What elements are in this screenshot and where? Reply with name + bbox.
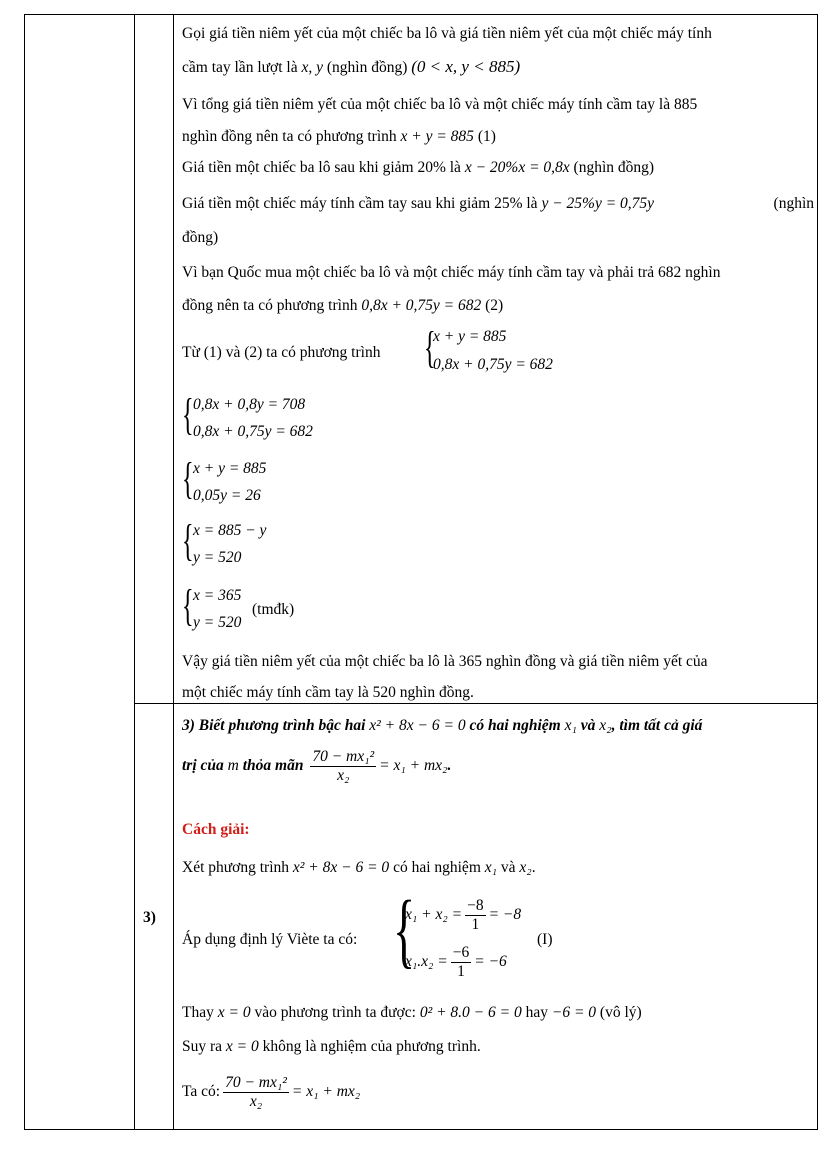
p1-line-7: đồng) [182,229,219,246]
p1-line-3: Vì tổng giá tiền niêm yết của một chiếc ba lô và một chiếc máy tính cầm tay là 885 [182,96,698,113]
question-line-1: 3) Biết phương trình bậc hai x² + 8x − 6 = 0 có hai nghiệm x₁ và x₂, tìm tất cả giá [182,717,703,734]
system-brace-3: { [182,454,194,503]
table-col-divider-2 [173,14,174,1130]
viete-text: Áp dụng định lý Viète ta có: [182,931,358,948]
part-3-label: 3) [143,909,156,926]
system-3-eq-a: x + y = 885 [193,460,267,477]
viete-eq-1: x₁ + x₂ = $\frac{-8}{1}$ = −8 [405,896,522,933]
viete-brace: { [393,884,416,977]
question-fraction-num: 70 − mx₁² [312,747,375,765]
system-2-eq-a: 0,8x + 0,8y = 708 [193,396,306,413]
system-2-eq-b: 0,8x + 0,75y = 682 [193,423,313,440]
p1-conclusion-2: một chiếc máy tính cầm tay là 520 nghìn đồng. [182,684,474,701]
p1-line-10: Từ (1) và (2) ta có phương trình [182,344,381,361]
system-4-eq-a: x = 885 − y [193,522,267,539]
p1-line-2: cầm tay lần lượt là x, y (nghìn đồng) (0 < x, y < 885) [182,57,521,76]
system-1-eq-b: 0,8x + 0,75y = 682 [433,356,553,373]
table-border-top [24,14,818,15]
system-brace-2: { [182,390,194,439]
table-col-divider-1 [134,14,135,1130]
system-5-eq-b: y = 520 [193,614,242,631]
table-border-left [24,14,25,1130]
row-divider [134,703,818,704]
question-line-2: trị của m thỏa mãn $\frac{\text{70 − mx₁²}}{\text{x₂}}$ = x₁ + mx₂. [182,747,452,784]
system-brace-1: { [424,323,436,372]
system-4-eq-b: y = 520 [193,549,242,566]
system-brace-5: { [182,581,194,630]
system-brace-4: { [182,516,194,565]
system-5-note: (tmđk) [252,601,295,618]
p1-line-9: đồng nên ta có phương trình 0,8x + 0,75y = 682 (2) [182,297,504,314]
system-1-eq-a: x + y = 885 [433,328,507,345]
p1-line-1: Gọi giá tiền niêm yết của một chiếc ba lô và giá tiền niêm yết của một chiếc máy tính [182,25,712,42]
p1-conclusion-1: Vậy giá tiền niêm yết của một chiếc ba lô là 365 nghìn đồng và giá tiền niêm yết của [182,653,708,670]
step-3: Suy ra x = 0 không là nghiệm của phương trình. [182,1038,481,1055]
p1-line-6: Giá tiền một chiếc máy tính cầm tay sau khi giảm 25% là y − 25%y = 0,75y (nghìn [182,195,814,212]
method-heading: Cách giải: [182,821,250,838]
p1-line-8: Vì bạn Quốc mua một chiếc ba lô và một chiếc máy tính cầm tay và phải trả 682 nghìn [182,264,721,281]
step-1: Xét phương trình x² + 8x − 6 = 0 có hai nghiệm x₁ và x₂. [182,859,536,876]
p1-line-5: Giá tiền một chiếc ba lô sau khi giảm 20% là x − 20%x = 0,8x (nghìn đồng) [182,159,655,176]
table-border-bottom [24,1129,818,1130]
step-4: Ta có: $\frac{\text{70 − mx₁²}}{\text{x₂}}$ = x₁ + mx₂ [182,1073,361,1110]
system-5-eq-a: x = 365 [193,587,242,604]
p1-line-4: nghìn đồng nên ta có phương trình x + y = 885 (1) [182,128,496,145]
system-3-eq-b: 0,05y = 26 [193,487,261,504]
question-fraction-den: x₂ [337,766,350,784]
viete-label: (I) [537,931,553,948]
table-border-right [817,14,818,1130]
viete-eq-2: x₁.x₂ = $\frac{-6}{1}$ = −6 [405,943,507,980]
step-2: Thay x = 0 vào phương trình ta được: 0² + 8.0 − 6 = 0 hay −6 = 0 (vô lý) [182,1004,642,1021]
